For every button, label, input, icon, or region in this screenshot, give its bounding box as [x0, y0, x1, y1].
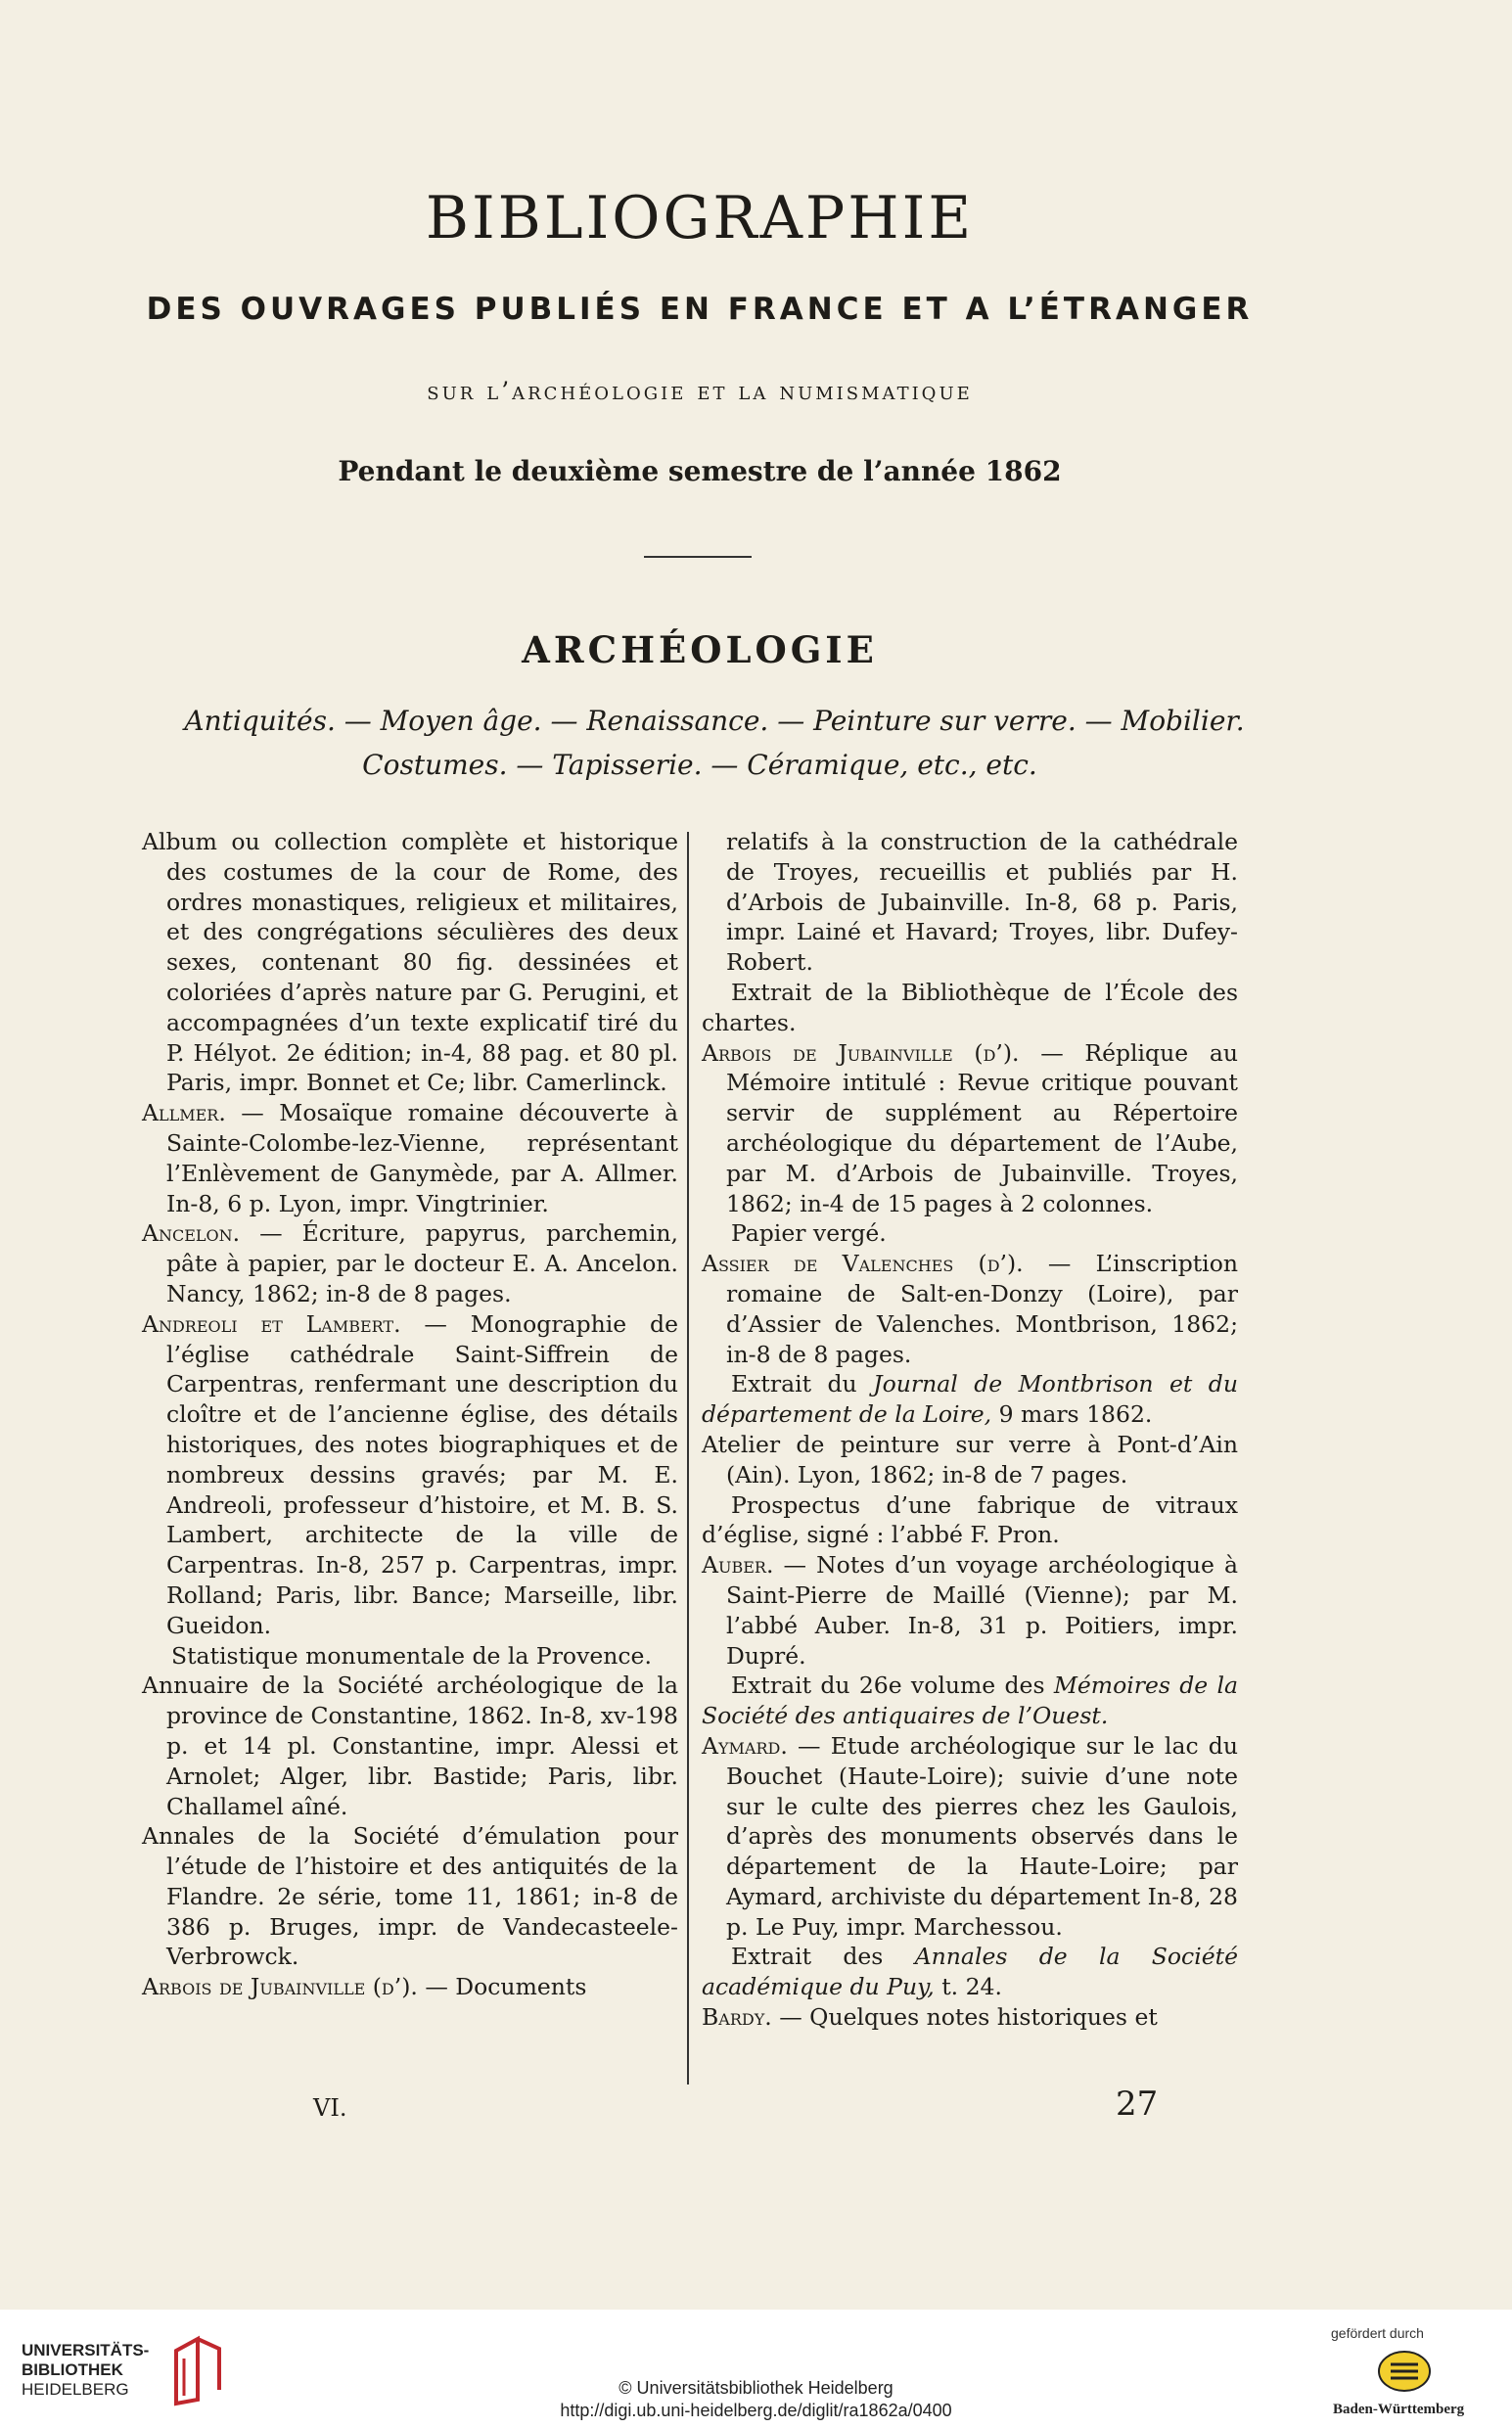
signature-mark: VI. [313, 2094, 347, 2122]
entry-author: Arbois de Jubainville (d’). [702, 1038, 1020, 1067]
page-title: BIBLIOGRAPHIE [425, 184, 975, 252]
entry-text: — Réplique au Mémoire intitulé : Revue critique pouvant servir de supplément au Répertoire archéologique du département de l’Aube, par M. d’Arbois de Jubainville. Troyes, 1862; in-4 de 15 pages à 2 colonnes. [726, 1038, 1238, 1217]
note-italic: Journal de Montbrison et du département de la Loire, [702, 1370, 1238, 1429]
section-heading: ARCHÉOLOGIE [522, 628, 878, 671]
subject-line: sur l’archéologie et la numismatique [427, 377, 973, 405]
entry-atelier: Atelier de peinture sur verre à Pont-d’Ain (Ain). Lyon, 1862; in-8 de 7 pages. [702, 1430, 1238, 1489]
entry-aymard [702, 1731, 1238, 1943]
note-italic: Annales de la Société académique du Puy, [702, 1943, 1238, 2001]
entry-album: Album ou collection complète et historique des costumes de la cour de Rome, des ordres monastiques, religieux et militaires, et des congrégations séculières des deux sexes, contenant 80 fig. dessinées et coloriées d’après nature par G. Perugini, et accompagnées d’un texte explicatif tiré du P. Hélyot. 2e édition; in-4, 88 pag. et 80 pl. Paris, impr. Bonnet et Ce; libr. Camerlinck. [142, 828, 678, 1097]
entry-note [702, 1369, 1238, 1430]
logo-line3: HEIDELBERG [22, 2380, 129, 2399]
entry-text: — Notes d’un voyage archéologique à Saint-Pierre de Maillé (Vienne); par M. l’abbé Auber. In-8, 31 p. Poitiers, impr. Dupré. [726, 1551, 1238, 1670]
state-label: Baden-Württemberg [1333, 2402, 1465, 2417]
entry-text: — Mosaïque romaine découverte à Sainte-Colombe-lez-Vienne, représentant l’Enlèvement de Ganymède, par A. Allmer. In-8, 6 p. Lyon, impr. Vingtrinier. [166, 1099, 678, 1217]
note-text: Extrait du [731, 1370, 874, 1398]
column-divider [687, 832, 689, 2084]
entry-note: Statistique monumentale de la Provence. [171, 1641, 652, 1670]
permalink-url[interactable]: http://digi.ub.uni-heidelberg.de/diglit/ra1862a/0400 [560, 2401, 952, 2420]
entry-arbois [142, 1972, 678, 2002]
entry-note: Prospectus d’une fabrique de vitraux d’église, signé : l’abbé F. Pron. [702, 1490, 1238, 1549]
entry-text: — Monographie de l’église cathédrale Saint-Siffrein de Carpentras, renfermant une description du cloître et de l’ancienne église, des détails historiques, des notes biographiques et de nombreux dessins gravés; par M. E. Andreoli, professeur d’histoire, et M. B. S. Lambert, architecte de la ville de Carpentras. In-8, 257 p. Carpentras, impr. Rolland; Paris, libr. Bance; Marseille, libr. Gueidon. [166, 1309, 678, 1639]
copyright-text: © Universitätsbibliothek Heidelberg [619, 2378, 893, 2398]
entry-author: Aymard. [702, 1731, 788, 1760]
baden-wuerttemberg-seal-icon [1375, 2347, 1434, 2396]
period-line: Pendant le deuxième semestre de l’année 1862 [338, 455, 1062, 487]
page-subtitle: DES OUVRAGES PUBLIÉS EN FRANCE ET A L’ÉTRANGER [146, 292, 1254, 327]
entry-author: Auber. [702, 1551, 774, 1580]
note-text: 9 mars 1862. [991, 1400, 1153, 1429]
entry-bardy [702, 2002, 1238, 2033]
section-subjects-line2: Costumes. — Tapisserie. — Céramique, etc., etc. [362, 749, 1037, 781]
note-text: t. 24. [934, 1973, 1002, 2001]
entry-text: — Écriture, papyrus, parchemin, pâte à papier, par le docteur E. A. Ancelon. Nancy, 1862; in-8 de 8 pages. [166, 1219, 678, 1307]
entry-author: Arbois de Jubainville (d’). [142, 1973, 418, 2001]
entry-arbois-replique [702, 1038, 1238, 1219]
entry-assier [702, 1249, 1238, 1369]
entry-annuaire: Annuaire de la Société archéologique de la province de Constantine, 1862. In-8, xv-198 p. et 14 pl. Constantine, impr. Alessi et Arnolet; Alger, libr. Bastide; Paris, libr. Challamel aîné. [142, 1672, 678, 1820]
entry-text: — Documents [417, 1973, 587, 2001]
left-column [142, 827, 678, 2002]
entry-note: Extrait de la Bibliothèque de l’École des chartes. [702, 978, 1238, 1036]
entry-author: Ancelon. [142, 1219, 241, 1248]
entry-continuation: relatifs à la construction de la cathédrale de Troyes, recueillis et publiés par H. d’Arbois de Jubainville. In-8, 68 p. Paris, impr. Lainé et Havard; Troyes, libr. Dufey-Robert. [726, 828, 1238, 977]
funded-by-label: gefördert durch [1331, 2325, 1424, 2341]
entry-text: — L’inscription romaine de Salt-en-Donzy (Loire), par d’Assier de Valenches. Montbrison, 1862; in-8 de 8 pages. [726, 1250, 1238, 1368]
note-text: Extrait du 26e volume des [731, 1672, 1054, 1700]
entry-author: Bardy. [702, 2003, 772, 2032]
entry-allmer [142, 1098, 678, 1218]
entry-author: Allmer. [142, 1099, 226, 1127]
entry-annales: Annales de la Société d’émulation pour l’étude de l’histoire et des antiquités de la Flandre. 2e série, tome 11, 1861; in-8 de 386 p. Bruges, impr. de Vandecasteele-Verbrowck. [142, 1822, 678, 1971]
logo-line2: BIBLIOTHEK [22, 2360, 123, 2379]
entry-text: — Quelques notes historiques et [771, 2003, 1158, 2032]
entry-note: Papier vergé. [731, 1219, 887, 1248]
entry-author: Assier de Valenches (d’). [702, 1250, 1024, 1278]
logo-line1: UNIVERSITÄTS- [22, 2341, 150, 2359]
entry-author: Andreoli et Lambert. [142, 1309, 401, 1338]
entry-note [702, 1671, 1238, 1731]
note-italic: Mémoires de la Société des antiquaires de l’Ouest. [702, 1672, 1238, 1730]
divider-rule [644, 556, 752, 558]
entry-text: — Etude archéologique sur le lac du Bouchet (Haute-Loire); suivie d’une note sur le culte des pierres chez les Gaulois, d’après des monuments observés dans le département de la Haute-Loire; par Aymard, archiviste du département In-8, 28 p. Le Puy, impr. Marchessou. [726, 1731, 1238, 1941]
entry-ancelon [142, 1218, 678, 1308]
entry-auber [702, 1550, 1238, 1671]
section-subjects-line1: Antiquités. — Moyen âge. — Renaissance. — Peinture sur verre. — Mobilier. [184, 705, 1245, 737]
entry-note [702, 1942, 1238, 2002]
page-number: 27 [1116, 2084, 1159, 2124]
note-text: Extrait des [731, 1943, 915, 1971]
right-column [702, 827, 1238, 2033]
entry-andreoli [142, 1309, 678, 1641]
